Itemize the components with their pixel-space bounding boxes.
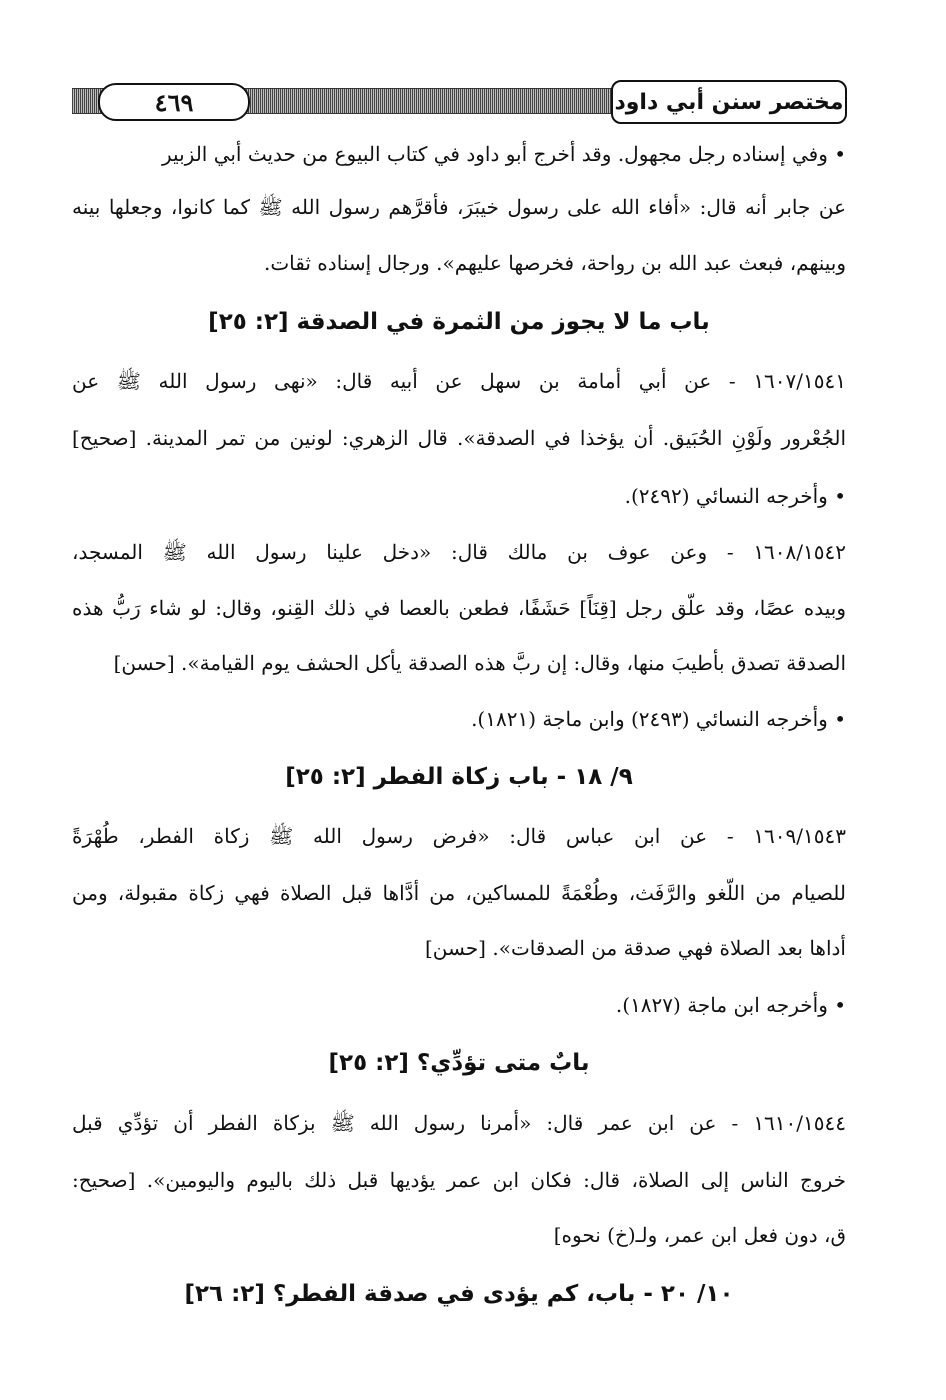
text-line: وبينهم، فبعث عبد الله بن رواحة، فخرصها عليهم». ورجال إسناده ثقات. <box>263 251 846 275</box>
hadith-line: ١٦٠٩/١٥٤٣ - عن ابن عباس قال: «فرض رسول الله ﷺ زكاة الفطر، طُهْرَةً <box>72 824 846 848</box>
hadith-line: ١٦٠٨/١٥٤٢ - وعن عوف بن مالك قال: «دخل علينا رسول الله ﷺ المسجد، <box>72 540 846 564</box>
text-line: الصدقة تصدق بأطيبَ منها، وقال: إن ربَّ هذه الصدقة يأكل الحشف يوم القيامة». [حسن] <box>113 651 846 675</box>
source-note: • وأخرجه ابن ماجة (١٨٢٧). <box>615 993 846 1017</box>
text-line: الجُعْرور ولَوْنِ الحُبَيق. أن يؤخذا في الصدقة». قال الزهري: لونين من تمر المدينة. [صحيح] <box>72 426 846 450</box>
text-line: أداها بعد الصلاة فهي صدقة من الصدقات». [حسن] <box>424 936 846 960</box>
running-header <box>72 80 847 126</box>
hadith-line: ١٦١٠/١٥٤٤ - عن ابن عمر قال: «أمرنا رسول الله ﷺ بزكاة الفطر أن تؤدِّي قبل <box>72 1111 846 1135</box>
text-line: للصيام من اللَّغو والرَّفَث، وطُعْمَةً للمساكين، من أدَّاها قبل الصلاة فهي زكاة مقبولة، ومن <box>72 881 846 905</box>
source-note: • وأخرجه النسائي (٢٤٩٣) وابن ماجة (١٨٢١). <box>471 707 846 731</box>
section-heading: باب ما لا يجوز من الثمرة في الصدقة [٢: ٢٥] <box>208 309 710 335</box>
text-line: عن جابر أنه قال: «أفاء الله على رسول خيبَرَ، فأقرَّهم رسول الله ﷺ كما كانوا، وجعلها بينه <box>72 195 846 219</box>
section-heading: بابٌ متى تؤدِّي؟ [٢: ٢٥] <box>328 1050 590 1076</box>
book-title: مختصر سنن أبي داود <box>611 80 847 124</box>
source-note: • وأخرجه النسائي (٢٤٩٢). <box>624 484 846 508</box>
text-line: خروج الناس إلى الصلاة، قال: فكان ابن عمر يؤديها قبل ذلك باليوم واليومين». [صحيح: <box>72 1168 846 1192</box>
section-heading: ٩/ ١٨ - باب زكاة الفطر [٢: ٢٥] <box>285 764 633 790</box>
hadith-line: ١٦٠٧/١٥٤١ - عن أبي أمامة بن سهل عن أبيه قال: «نهى رسول الله ﷺ عن <box>72 369 846 393</box>
text-line: وبيده عصًا، وقد علَّق رجل [قِنَاً] حَشَفًا، فطعن بالعصا في ذلك القِنو، وقال: لو شاء رَبُّ هذه <box>72 596 846 620</box>
text-line: • وفي إسناده رجل مجهول. وقد أخرج أبو داود في كتاب البيوع من حديث أبي الزبير <box>162 142 846 166</box>
section-heading: ١٠/ ٢٠ - باب، كم يؤدى في صدقة الفطر؟ [٢: ٢٦] <box>184 1281 734 1307</box>
text-line: ق، دون فعل ابن عمر، ولـ(خ) نحوه] <box>553 1223 846 1247</box>
page-number: ٤٦٩ <box>98 83 250 121</box>
